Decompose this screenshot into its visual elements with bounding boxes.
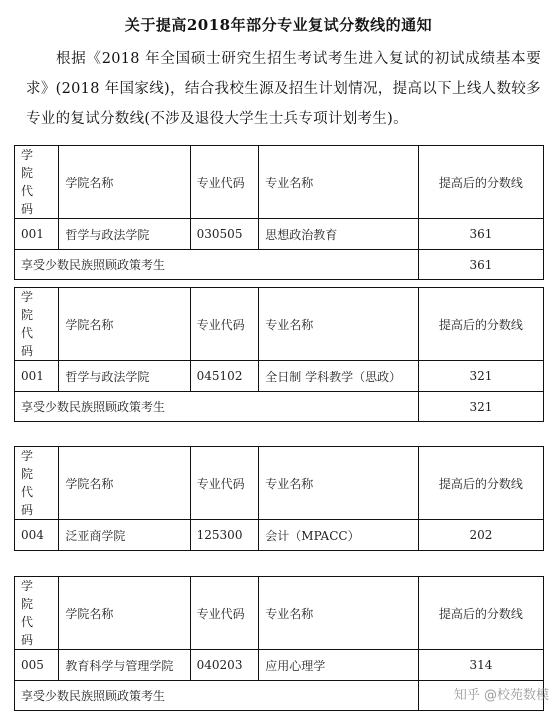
- table-header-row: [15, 577, 544, 650]
- table-row: [15, 361, 544, 392]
- score-cell: 321: [418, 361, 543, 392]
- zhihu-watermark: 知乎 @校苑数模: [453, 688, 549, 703]
- header-college-code: 学院代码: [15, 146, 59, 219]
- table-row: [15, 650, 544, 681]
- major-code-cell: 040203: [190, 650, 259, 681]
- table-header-row: [15, 288, 544, 361]
- minority-score-cell: 321: [418, 392, 543, 422]
- major-code-cell: 125300: [190, 520, 259, 551]
- table-header-row: [15, 447, 544, 520]
- header-major-name: 专业名称: [259, 146, 419, 219]
- header-score: 提高后的分数线: [418, 577, 543, 650]
- header-college-code: 学院代码: [15, 288, 59, 361]
- college-code-cell: 001: [15, 361, 59, 392]
- header-score: 提高后的分数线: [418, 288, 543, 361]
- header-college-name: 学院名称: [59, 146, 190, 219]
- header-major-code: 专业代码: [190, 447, 259, 520]
- header-college-name: 学院名称: [59, 447, 190, 520]
- header-score: 提高后的分数线: [418, 146, 543, 219]
- header-major-code: 专业代码: [190, 146, 259, 219]
- major-name-cell: 会计（MPACC）: [259, 520, 419, 551]
- minority-row: [15, 392, 544, 422]
- table-row: [15, 219, 544, 250]
- notice-paragraph: 根据《2018 年全国硕士研究生招生考试考生进入复试的初试成绩基本要求》(2018 年国家线)，结合我校生源及招生计划情况，提高以下上线人数较多专业的复试分数线(不涉及退役大学生士兵专项计划考生)。: [26, 51, 541, 127]
- header-major-name: 专业名称: [259, 288, 419, 361]
- major-name-cell: 应用心理学: [259, 650, 419, 681]
- header-college-code: 学院代码: [15, 577, 59, 650]
- college-code-cell: 004: [15, 520, 59, 551]
- document-title: 关于提高2018年部分专业复试分数线的通知: [124, 16, 433, 34]
- header-major-code: 专业代码: [190, 577, 259, 650]
- minority-label-cell: 享受少数民族照顾政策考生: [15, 681, 419, 711]
- header-college-name: 学院名称: [59, 577, 190, 650]
- table-row: [15, 520, 544, 551]
- score-table: [14, 287, 544, 422]
- header-major-code: 专业代码: [190, 288, 259, 361]
- college-name-cell: 哲学与政法学院: [59, 361, 190, 392]
- header-score: 提高后的分数线: [418, 447, 543, 520]
- major-code-cell: 045102: [190, 361, 259, 392]
- score-cell: 314: [418, 650, 543, 681]
- college-name-cell: 泛亚商学院: [59, 520, 190, 551]
- major-code-cell: 030505: [190, 219, 259, 250]
- college-code-cell: 001: [15, 219, 59, 250]
- major-name-cell: 思想政治教育: [259, 219, 419, 250]
- college-name-cell: 哲学与政法学院: [59, 219, 190, 250]
- header-college-code: 学院代码: [15, 447, 59, 520]
- score-table: [14, 145, 544, 280]
- college-name-cell: 教育科学与管理学院: [59, 650, 190, 681]
- minority-label-cell: 享受少数民族照顾政策考生: [15, 392, 419, 422]
- header-major-name: 专业名称: [259, 447, 419, 520]
- minority-label-cell: 享受少数民族照顾政策考生: [15, 250, 419, 280]
- minority-row: [15, 250, 544, 280]
- score-table: [14, 446, 544, 551]
- minority-score-cell: 361: [418, 250, 543, 280]
- score-cell: 202: [418, 520, 543, 551]
- header-major-name: 专业名称: [259, 577, 419, 650]
- score-cell: 361: [418, 219, 543, 250]
- header-college-name: 学院名称: [59, 288, 190, 361]
- major-name-cell: 全日制 学科教学（思政）: [259, 361, 419, 392]
- college-code-cell: 005: [15, 650, 59, 681]
- table-header-row: [15, 146, 544, 219]
